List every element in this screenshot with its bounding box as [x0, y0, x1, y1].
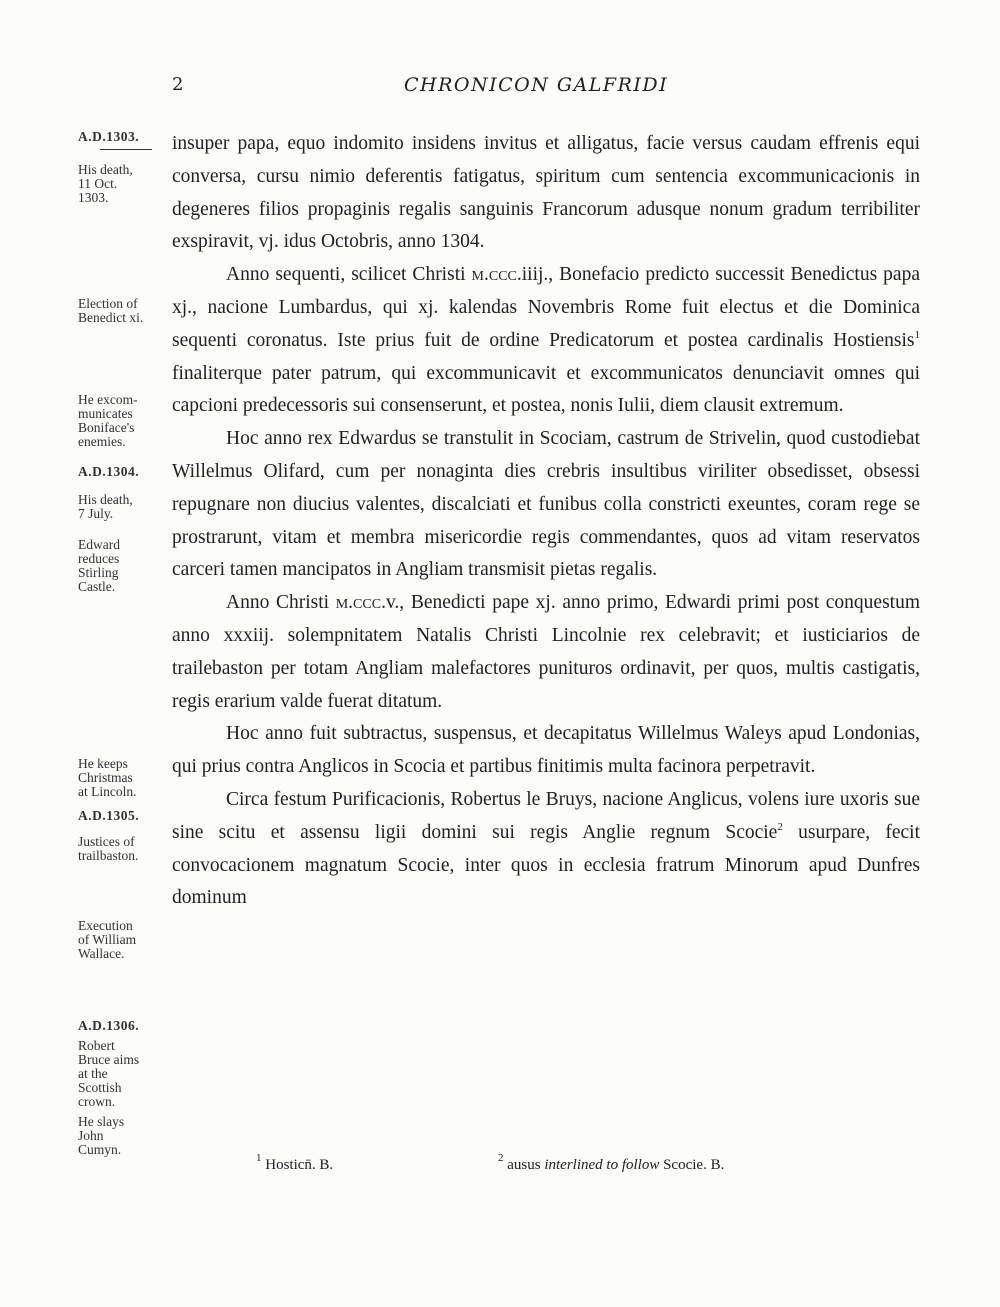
margin-note: Election of Benedict xi. [78, 296, 144, 325]
margin-note: His death, 7 July. [78, 492, 133, 521]
paragraph [172, 587, 920, 718]
footnote-text: Hosticn̄. B. [265, 1157, 334, 1173]
paragraph-text: Circa festum Purificacionis, Robertus le Bruys, nacione Anglicus, volens iure uxoris sue sine scitu et assensu ligii domini sui regis Anglie regnum Scocie [172, 788, 920, 843]
footnote-1 [256, 1152, 334, 1174]
margin-note-date: A.D.1304. [78, 464, 140, 479]
paragraph-text: Hoc anno rex Edwardus se transtulit in Scociam, castrum de Strivelin, quod custodiebat Willelmus Olifard, cum per nonaginta dies crebris insultibus viriliter obsedisset, obsessi repugnare non diucius valentes, discalciati et funibus colla constricti exeuntes, coram rege se prostrarunt, vitam et membra misericordie regis commendantes, quos ad vitam reservatos carceri tamen mancipatos in Angliam transmisit pietas regalis. [172, 428, 920, 581]
paragraph [172, 259, 920, 423]
footnote-mark: 2 [498, 1152, 504, 1164]
margin-note-date: A.D.1303. [78, 129, 140, 144]
paragraph-text: Anno sequenti, scilicet Christi [226, 264, 472, 286]
footnote-mark: 1 [256, 1152, 262, 1164]
margin-rule [100, 149, 152, 150]
margin-note: Execution of William Wallace. [78, 918, 137, 961]
margin-note: Justices of trailbaston. [78, 834, 139, 863]
footnote-text: Scocie. B. [659, 1157, 725, 1173]
margin-note-date: A.D.1306. [78, 1018, 140, 1033]
margin-note: He slays John Cumyn. [78, 1114, 125, 1157]
paragraph [172, 718, 920, 784]
small-caps-numeral: m.ccc. [335, 592, 386, 614]
margin-note: Edward reduces Stirling Castle. [78, 537, 120, 594]
paragraph [172, 784, 920, 915]
paragraph-text: Hoc anno fuit subtractus, suspensus, et decapitatus Willelmus Waleys apud Londonias, qui prius contra Anglicos in Scocia et partibus finitimis multa facinora perpetravit. [172, 723, 920, 778]
running-title: CHRONICON GALFRIDI [404, 74, 669, 96]
margin-note: Robert Bruce aims at the Scottish crown. [78, 1038, 140, 1109]
paragraph [172, 128, 920, 259]
page-header [0, 74, 1000, 104]
margin-note: He excom- municates Boniface's enemies. [78, 392, 138, 449]
paragraph-text: insuper papa, equo indomito insidens invitus et alligatus, facie versus caudam effrenis equi conversa, cursu nimio deferentis fatigatus, spiritum cum sentencia excommunicacionis in degeneres filios propaginis regalis sanguinis Francorum adusque nonum gradum terribiliter exspiravit, vj. idus Octobris, anno 1304. [172, 133, 920, 253]
footnote-italic: interlined to follow [544, 1157, 660, 1173]
margin-note: He keeps Christmas at Lincoln. [78, 756, 137, 799]
footnote-ref: 2 [777, 820, 783, 833]
footnote-2 [498, 1152, 725, 1174]
margin-note-date: A.D.1305. [78, 808, 140, 823]
footnote-text: ausus [507, 1157, 545, 1173]
paragraph-text: finaliterque pater patrum, qui excommunicavit et excommunicatos denunciavit omnes qui capcioni predecessoris sui consenserunt, et postea, nonis Iulii, diem clausit extremum. [172, 362, 920, 417]
footnote-ref: 1 [914, 328, 920, 341]
paragraph-text: v., Benedicti pape xj. anno primo, Edwardi primi post conquestum anno xxxiij. solempnitatem Natalis Christi Lincolnie rex celebravit; et iusticiarios de trailebaston per totam Angliam malefactores punituros ordinavit, per quos, multis castigatis, regis erarium valde fuerat ditatum. [172, 592, 921, 712]
paragraph-text: Anno Christi [226, 592, 336, 614]
paragraph [172, 423, 920, 587]
small-caps-numeral: m.ccc. [471, 264, 522, 286]
paragraph-text: iiij., Bonefacio predicto successit Benedictus papa xj., nacione Lumbardus, qui xj. kalendas Novembris Rome fuit electus et die Dominica sequenti coronatus. Iste prius fuit de ordine Predicatorum et postea cardinalis Hostiensis [172, 264, 920, 351]
margin-note: His death, 11 Oct. 1303. [78, 162, 133, 205]
page-number: 2 [172, 74, 184, 95]
main-text [172, 128, 920, 915]
paragraph-text: usurpare, fecit convocacionem magnatum Scocie, inter quos in ecclesia fratrum Minorum apud Dunfres dominum [172, 821, 921, 909]
